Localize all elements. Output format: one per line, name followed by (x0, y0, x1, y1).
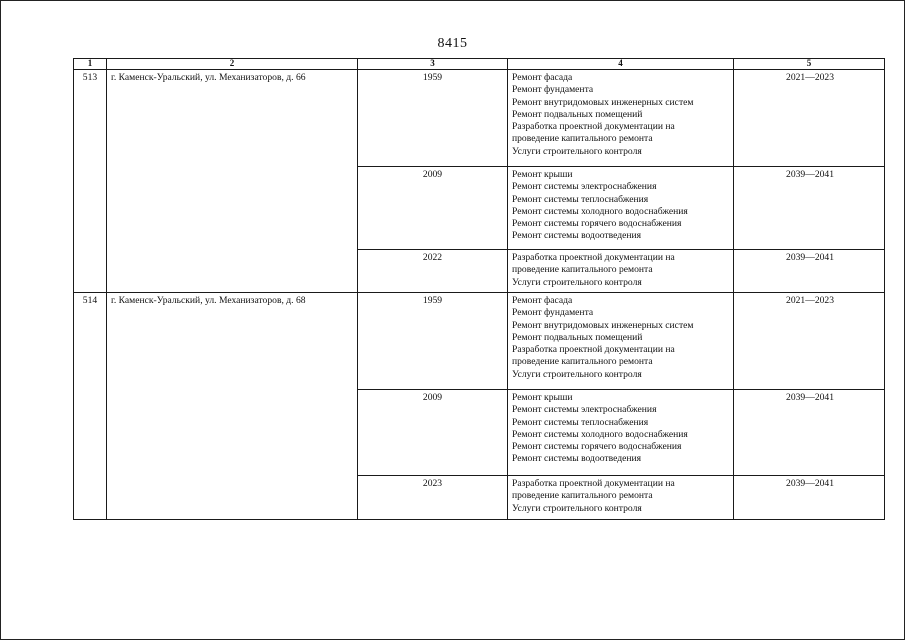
repair-period: 2039—2041 (734, 390, 885, 476)
work-item: проведение капитального ремонта (512, 356, 653, 368)
work-item: Ремонт внутридомовых инженерных систем (512, 96, 694, 108)
work-item: Ремонт системы теплоснабжения (512, 416, 649, 428)
work-item: Ремонт системы теплоснабжения (512, 193, 649, 205)
work-item: Ремонт системы электроснабжения (512, 404, 657, 416)
column-header-5: 5 (734, 59, 885, 70)
work-item: Ремонт фасада (512, 72, 573, 83)
work-item: Ремонт системы горячего водоснабжения (512, 441, 682, 453)
year-value: 2023 (358, 476, 508, 520)
works-list (508, 70, 734, 167)
repair-period: 2039—2041 (734, 476, 885, 520)
repair-schedule-table (73, 58, 885, 520)
building-address: г. Каменск-Уральский, ул. Механизаторов, д. 68 (107, 293, 358, 520)
column-header-4: 4 (508, 59, 734, 70)
repair-period: 2021—2023 (734, 70, 885, 167)
work-item: Ремонт крыши (512, 392, 573, 403)
work-item: Ремонт системы водоотведения (512, 453, 642, 465)
work-item: Ремонт подвальных помещений (512, 331, 643, 343)
repair-period: 2021—2023 (734, 293, 885, 390)
row-number: 513 (74, 70, 107, 293)
table-row (74, 293, 885, 390)
work-item: проведение капитального ремонта (512, 133, 653, 145)
work-item: Ремонт системы холодного водоснабжения (512, 205, 688, 217)
row-number: 514 (74, 293, 107, 520)
work-item: Услуги строительного контроля (512, 276, 642, 288)
work-item: Ремонт фундамента (512, 307, 594, 319)
work-item: Ремонт системы водоотведения (512, 230, 642, 242)
work-item: Разработка проектной документации на (512, 121, 675, 133)
table-body (74, 70, 885, 520)
work-item: Ремонт системы электроснабжения (512, 181, 657, 193)
work-item: Ремонт внутридомовых инженерных систем (512, 319, 694, 331)
work-item: Ремонт системы горячего водоснабжения (512, 218, 682, 230)
work-item: Услуги строительного контроля (512, 145, 642, 157)
year-value: 2009 (358, 390, 508, 476)
work-item: Услуги строительного контроля (512, 368, 642, 380)
table-row (74, 70, 885, 167)
works-list (508, 167, 734, 250)
works-list (508, 250, 734, 293)
work-item: Ремонт фундамента (512, 84, 594, 96)
works-list (508, 476, 734, 520)
column-header-1: 1 (74, 59, 107, 70)
work-item: Разработка проектной документации на (512, 252, 675, 263)
repair-period: 2039—2041 (734, 167, 885, 250)
work-item: проведение капитального ремонта (512, 490, 653, 502)
work-item: Ремонт системы холодного водоснабжения (512, 428, 688, 440)
work-item: Ремонт подвальных помещений (512, 108, 643, 120)
repair-period: 2039—2041 (734, 250, 885, 293)
year-value: 2022 (358, 250, 508, 293)
work-item: Разработка проектной документации на (512, 478, 675, 489)
work-item: Ремонт крыши (512, 169, 573, 180)
column-header-2: 2 (107, 59, 358, 70)
year-value: 1959 (358, 293, 508, 390)
works-list (508, 390, 734, 476)
header-row (74, 59, 885, 70)
column-header-3: 3 (358, 59, 508, 70)
building-address: г. Каменск-Уральский, ул. Механизаторов, д. 66 (107, 70, 358, 293)
work-item: Разработка проектной документации на (512, 344, 675, 356)
year-value: 1959 (358, 70, 508, 167)
page-number: 8415 (437, 36, 468, 51)
year-value: 2009 (358, 167, 508, 250)
work-item: Услуги строительного контроля (512, 502, 642, 514)
works-list (508, 293, 734, 390)
work-item: Ремонт фасада (512, 295, 573, 306)
work-item: проведение капитального ремонта (512, 264, 653, 276)
